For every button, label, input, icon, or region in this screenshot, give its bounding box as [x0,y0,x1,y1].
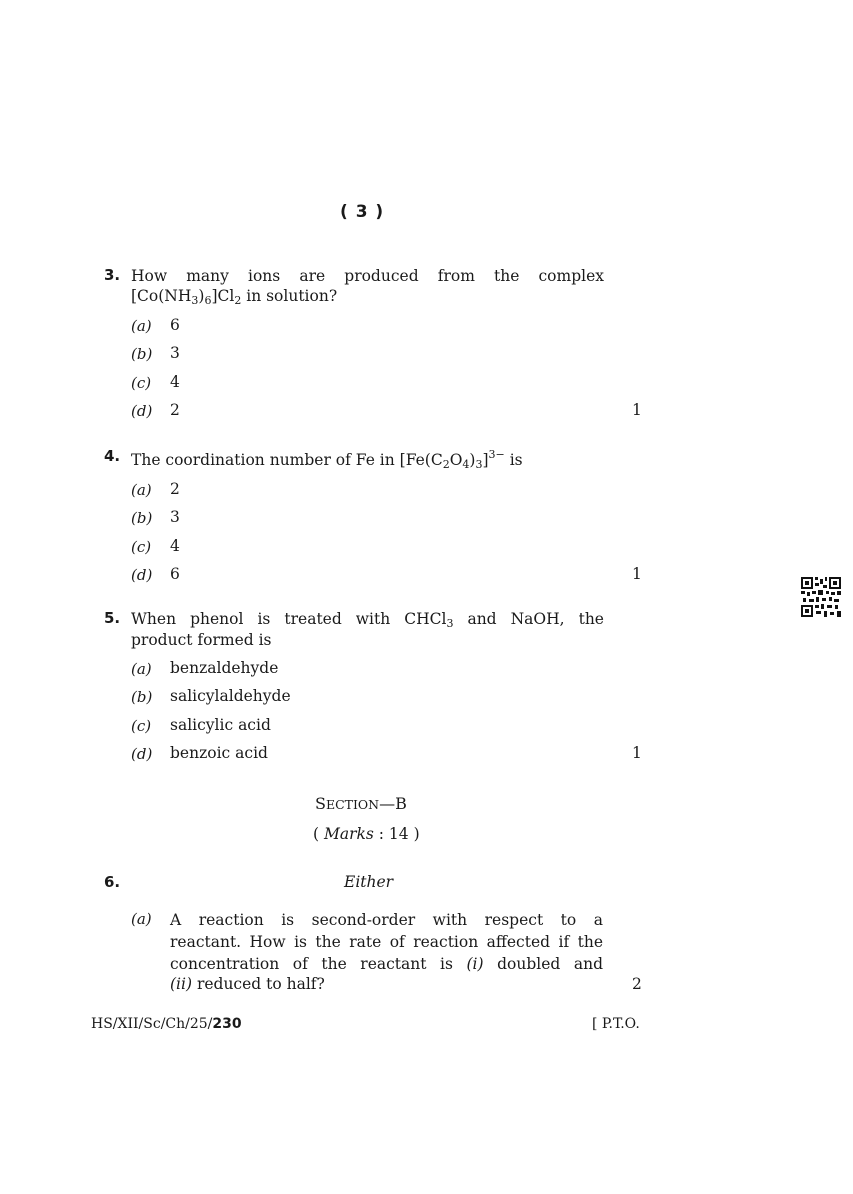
question-formula: $[Co(NH_3)_6]Cl_2$ in solution? [131,287,338,307]
marks-value: 1 [632,744,642,762]
option-text: salicylaldehyde [170,687,291,705]
paper-code: HS/XII/Sc/Ch/25/230 [91,1016,242,1032]
either-label: Either [344,873,394,891]
marks-value: 2 [632,975,642,993]
option-text: 2 [170,401,180,419]
option-label: (d) [131,745,153,763]
question-number: 3. [104,266,121,284]
section-title: SECTION—B [315,794,407,813]
question-number: 4. [104,447,121,465]
marks-value: 1 [632,565,642,583]
qr-code-icon [801,577,841,617]
question-text-line3: concentration of the reactant is (i) doubled and [170,955,603,973]
option-text: 6 [170,316,180,334]
question-text: When phenol is treated with CHCl$_3$ and NaOH, the [131,610,604,630]
option-label: (a) [131,481,152,499]
option-label: (a) [131,910,152,928]
page-number: ( 3 ) [340,202,385,222]
option-text: benzoic acid [170,744,268,762]
marks-value: 1 [632,401,642,419]
option-text: 3 [170,508,180,526]
option-label: (b) [131,345,153,363]
question-text: How many ions are produced from the complex [131,267,604,285]
option-label: (a) [131,660,152,678]
option-label: (c) [131,374,152,392]
question-text: The coordination number of Fe in $[Fe(C_2O_4)_3]^{3-}$ is [131,448,523,471]
option-label: (d) [131,566,153,584]
option-label: (b) [131,688,153,706]
question-text-line4: (ii) reduced to half? [170,975,325,993]
option-text: 3 [170,344,180,362]
question-number: 6. [104,873,121,891]
question-number: 5. [104,609,121,627]
option-label: (d) [131,402,153,420]
option-text: salicylic acid [170,716,271,734]
question-text-line2: product formed is [131,631,272,649]
option-text: 4 [170,537,180,555]
option-label: (c) [131,538,152,556]
question-text-line1: A reaction is second-order with respect to a [170,911,603,929]
question-text-line2: reactant. How is the rate of reaction affected if the [170,933,603,951]
option-text: 6 [170,565,180,583]
option-text: benzaldehyde [170,659,279,677]
pto-label: [ P.T.O. [592,1016,640,1032]
option-text: 4 [170,373,180,391]
option-label: (a) [131,317,152,335]
section-marks: ( Marks : 14 ) [313,825,420,843]
option-label: (c) [131,717,152,735]
option-label: (b) [131,509,153,527]
option-text: 2 [170,480,180,498]
